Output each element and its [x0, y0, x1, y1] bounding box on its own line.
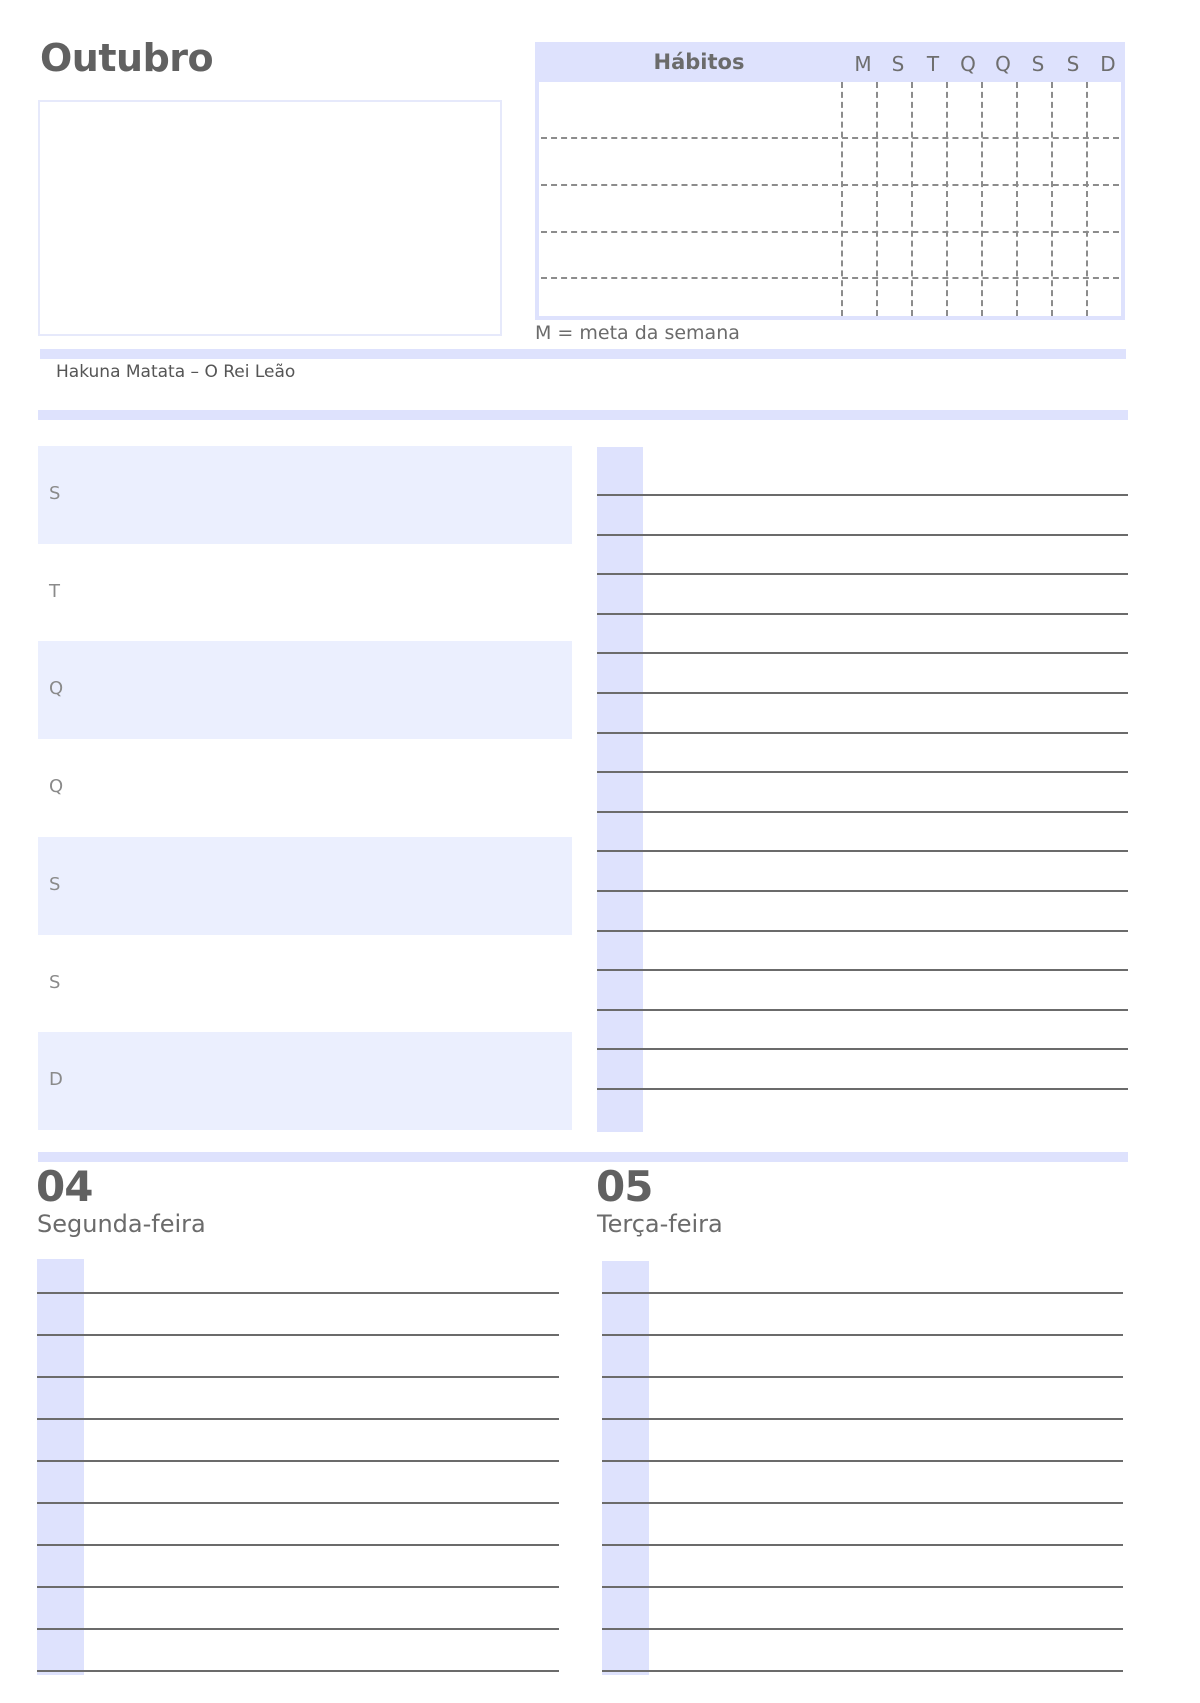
- tuesday-line: [602, 1460, 1123, 1462]
- habit-day-label: D: [1100, 52, 1116, 76]
- habit-day-label: S: [1066, 52, 1080, 76]
- habit-row-divider: [541, 184, 1119, 186]
- habit-column-divider: [1016, 82, 1018, 316]
- day-name-monday: Segunda-feira: [37, 1210, 206, 1238]
- monday-line: [37, 1586, 559, 1588]
- habit-column-divider: [1051, 82, 1053, 316]
- habit-row-divider: [541, 231, 1119, 233]
- month-title: Outubro: [40, 36, 214, 80]
- habit-column-divider: [841, 82, 843, 316]
- week-day-label: S: [49, 873, 61, 895]
- week-day-label: T: [49, 580, 60, 602]
- week-day-label: S: [49, 483, 61, 504]
- note-line: [597, 613, 1128, 615]
- note-line: [597, 811, 1128, 813]
- day-divider: [38, 1152, 1128, 1162]
- day-name-tuesday: Terça-feira: [597, 1210, 723, 1238]
- tuesday-line: [602, 1670, 1123, 1672]
- tuesday-line: [602, 1418, 1123, 1420]
- monday-line: [37, 1376, 559, 1378]
- habit-day-label: S: [891, 52, 905, 76]
- monday-line: [37, 1544, 559, 1546]
- habit-column-divider: [876, 82, 878, 316]
- note-line: [597, 1009, 1128, 1011]
- week-day-row: [38, 544, 572, 642]
- note-line: [597, 771, 1128, 773]
- note-line: [597, 494, 1128, 496]
- tuesday-line: [602, 1376, 1123, 1378]
- habit-row-divider: [541, 137, 1119, 139]
- quote-band-top: [40, 349, 1126, 359]
- habit-tracker-title: Hábitos: [653, 50, 745, 74]
- week-day-label: Q: [49, 678, 64, 700]
- habit-row-divider: [541, 277, 1119, 279]
- week-day-label: Q: [49, 776, 64, 798]
- week-day-row: [38, 935, 572, 1033]
- week-day-row: [38, 739, 572, 837]
- habit-column-divider: [1086, 82, 1088, 316]
- note-line: [597, 732, 1128, 734]
- monday-line: [37, 1292, 559, 1294]
- week-day-label: S: [49, 971, 61, 993]
- photo-box: [38, 100, 502, 336]
- habit-day-label: Q: [960, 52, 976, 76]
- tuesday-line: [602, 1586, 1123, 1588]
- note-line: [597, 969, 1128, 971]
- notes-margin: [597, 447, 643, 1132]
- note-line: [597, 692, 1128, 694]
- note-line: [597, 890, 1128, 892]
- monday-line: [37, 1502, 559, 1504]
- week-day-row: [38, 1032, 572, 1130]
- tuesday-line: [602, 1628, 1123, 1630]
- tuesday-line: [602, 1334, 1123, 1336]
- note-line: [597, 1088, 1128, 1090]
- note-line: [597, 573, 1128, 575]
- note-line: [597, 534, 1128, 536]
- monday-margin: [37, 1259, 84, 1675]
- tuesday-line: [602, 1292, 1123, 1294]
- week-day-row: [38, 837, 572, 935]
- monday-line: [37, 1670, 559, 1672]
- habit-day-label: T: [926, 52, 940, 76]
- habit-day-label: M: [854, 52, 872, 76]
- note-line: [597, 652, 1128, 654]
- quote-text: Hakuna Matata – O Rei Leão: [56, 362, 296, 382]
- habit-day-label: Q: [995, 52, 1011, 76]
- tuesday-line: [602, 1544, 1123, 1546]
- habit-tracker: [535, 42, 1125, 320]
- note-line: [597, 1048, 1128, 1050]
- habit-day-label: S: [1031, 52, 1045, 76]
- monday-line: [37, 1628, 559, 1630]
- week-day-label: D: [49, 1069, 63, 1091]
- note-line: [597, 930, 1128, 932]
- habit-column-divider: [911, 82, 913, 316]
- quote-band-bottom: [38, 410, 1128, 420]
- tuesday-margin: [602, 1261, 649, 1675]
- monday-line: [37, 1418, 559, 1420]
- habit-column-divider: [946, 82, 948, 316]
- note-line: [597, 850, 1128, 852]
- monday-line: [37, 1334, 559, 1336]
- habit-tracker-header: [539, 46, 1121, 82]
- tuesday-line: [602, 1502, 1123, 1504]
- monday-line: [37, 1460, 559, 1462]
- day-number-monday: 04: [36, 1162, 93, 1211]
- day-number-tuesday: 05: [596, 1162, 653, 1211]
- week-day-row: [38, 446, 572, 544]
- habit-column-divider: [981, 82, 983, 316]
- week-day-row: [38, 641, 572, 739]
- habit-note: M = meta da semana: [535, 322, 740, 344]
